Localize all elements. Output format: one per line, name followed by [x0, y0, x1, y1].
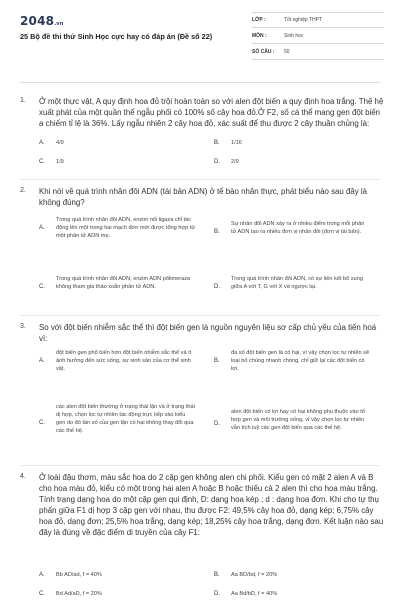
question-text: So với đột biến nhiễm sắc thể thì đột biến gen là nguồn nguyên liệu sơ cấp chủ yếu của tiến hoá vì:: [39, 323, 377, 343]
option-text: đột biến gen phổ biến hơn đột biến nhiễm sắc thể và ít ảnh hưởng đến sức sống, sự sinh sản của cơ thể sinh vật.: [56, 350, 192, 372]
option-letter: B.: [214, 140, 220, 146]
header-divider: [20, 82, 380, 83]
option-text: Bb AD/ad, f = 40%: [56, 572, 102, 578]
meta-value: Tốt nghiệp THPT: [284, 17, 322, 23]
meta-label: MÔN :: [252, 32, 267, 39]
question-text: Ở một thực vật, A quy định hoa đỏ trội hoàn toàn so với alen đột biến a quy định hoa trắng. Thế hệ xuất phát của một quần thể ngẫu phối có 100% số cây hoa đỏ.Ở F2, số cá thể mang gen đột biến a chiếm tỉ lệ là 36%. Lấy ngẫu nhiên 2 cây hoa đỏ, xác suất để thu được 2 cây thuần chủng là:: [39, 97, 384, 128]
question-text: Khi nói về quá trình nhân đôi ADN (tái bản ADN) ở tế bào nhân thực, phát biểu nào sau đây là không đúng?: [39, 187, 368, 207]
option-letter: B.: [214, 572, 220, 578]
option-letter: A.: [39, 572, 45, 578]
question-separator: [20, 465, 380, 466]
option-text: Trong quá trình nhân đôi ADN, enzim nối ligaza chỉ tác động lên một trong hai mạch đơn mới được tổng hợp từ một phân tử ADN mẹ.: [56, 217, 196, 239]
option-text: Bd Ad/aD, f = 20%: [56, 591, 102, 597]
question-text: Ở loài đậu thơm, màu sắc hoa do 2 cặp gen không alen chi phối. Kiểu gen có mặt 2 alen A và B cho hoa màu đỏ, kiểu có một trong hai alen A hoặc B hoặc thiếu cả 2 alen thì cho hoa màu trắng. Tính trạng dạng hoa do một cặp gen qui định, D: dạng hoa kép ; d : dạng hoa đơn. Khi cho tự thụ phấn giữa F1 dị hợp 3 cặp gen với nhau, thu được F2: 49,5% cây hoa đỏ, dạng kép; 6,75% cây hoa đỏ, dạng đơn; 25,5% hoa trắng, dạng kép; 18,25% cây hoa trắng, dạng đơn. Kết luận nào sau đây là đúng về đặc điểm di truyền của cây F1:: [39, 473, 384, 537]
question-number: 4.: [20, 473, 26, 480]
option-letter: C.: [39, 284, 45, 290]
meta-value: Sinh học: [284, 32, 304, 39]
option-text: đa số đột biến gen là có hại, vì vậy chọn lọc tự nhiên sẽ loại bỏ chúng nhanh chóng, chỉ giữ lại các đột biến có lợi.: [231, 350, 370, 372]
meta-row-class: [252, 12, 384, 28]
option-letter: D.: [214, 421, 220, 427]
option-text: Trong quá trình nhân đôi ADN, có sự liên kết bổ sung giữa A với T, G với X và ngược lại.: [231, 276, 363, 290]
logo-suffix: .vn: [54, 21, 64, 27]
option-letter: A.: [39, 140, 45, 146]
site-logo[interactable]: [20, 14, 64, 28]
option-text: các alen đột biến thường ở trạng thái lặn và ở trạng thái dị hợp, chọn lọc tự nhiên tác động trực tiếp vào kiểu gen do đó tần số của gen lặn có hại không thay đổi qua các thế hệ.: [56, 404, 195, 434]
question-separator: [20, 179, 380, 180]
question-number: 1.: [20, 97, 26, 104]
option-text: Aa BD/bd, f = 20%: [231, 572, 278, 578]
meta-label: SỐ CÂU :: [252, 48, 275, 55]
option-text: 1/16: [231, 140, 242, 146]
option-letter: C.: [39, 420, 45, 426]
logo-main: 2048: [20, 14, 55, 28]
option-text: Sự nhân đôi ADN xảy ra ở nhiều điểm trong mỗi phân tử ADN tạo ra nhiều đơn vị nhân đôi (đơn vị tái bản).: [231, 221, 365, 235]
option-text: alen đột biến có lợi hay có hại không phụ thuộc vào tổ hợp gen và môi trường sống, vì vậy chọn lọc tự nhiên vẫn tích luỹ các gen đột biến qua các thế hệ.: [231, 409, 365, 431]
exam-meta-table: [252, 12, 384, 60]
option-letter: D.: [214, 159, 220, 165]
option-letter: C.: [39, 159, 45, 165]
option-letter: D.: [214, 284, 220, 290]
option-letter: A.: [39, 225, 45, 231]
option-letter: A.: [39, 358, 45, 364]
meta-row-count: [252, 44, 384, 60]
question-number: 2.: [20, 187, 26, 194]
option-letter: C.: [39, 591, 45, 597]
option-letter: B.: [214, 229, 220, 235]
question-separator: [20, 315, 380, 316]
option-text: 4/9: [56, 140, 64, 146]
option-text: 2/9: [231, 159, 239, 165]
meta-label: LỚP :: [252, 17, 266, 23]
option-letter: B.: [214, 358, 220, 364]
option-text: Trong quá trình nhân đôi ADN, enzim ADN pôlimeraza không tham gia tháo xoắn phân tử ADN.: [56, 276, 191, 290]
meta-value: 50: [284, 48, 290, 55]
option-text: 1/9: [56, 159, 64, 165]
option-text: Aa Bd/bD, f = 40%: [231, 591, 278, 597]
option-letter: D.: [214, 591, 220, 597]
document-header: [0, 0, 400, 66]
page-title: 25 Bộ đề thi thử Sinh Học cực hay có đáp án (Đề số 22): [20, 32, 213, 41]
question-number: 3.: [20, 323, 26, 330]
meta-row-subject: [252, 28, 384, 44]
